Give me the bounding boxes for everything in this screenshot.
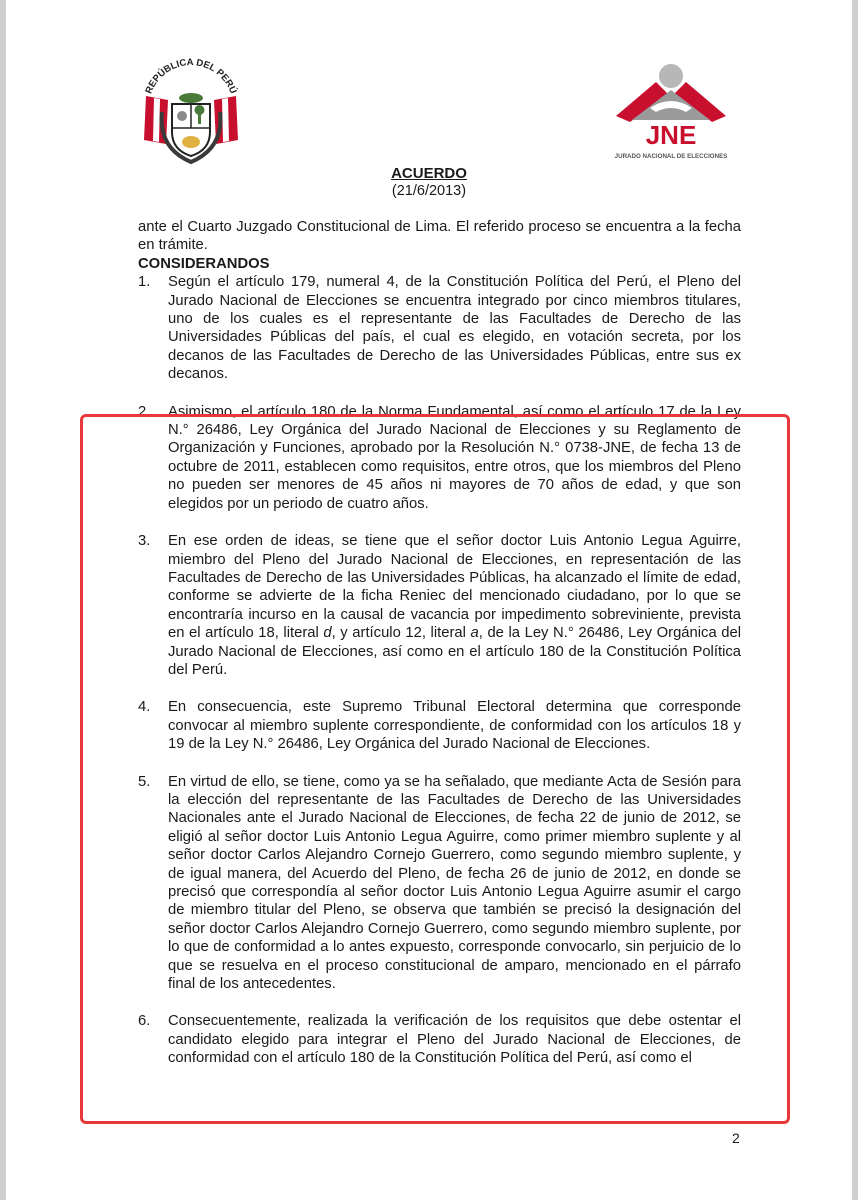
item-text-part: , de la Ley N.° 26486, Ley Orgánica del Jurado Nacional de Elecciones, así como en el artículo 180 de la Constitución Política del Perú. — [168, 625, 742, 678]
item-number: 2. — [138, 403, 151, 420]
item-number: 5. — [138, 773, 151, 790]
literal-d: d — [323, 625, 332, 642]
highlight-box — [80, 414, 790, 1124]
item-text: En virtud de ello, se tiene, como ya se ha señalado, que mediante Acta de Sesión para la elección del representante de las Facultades de Derecho de las Universidades Nacionales ante el Jurado Nacional de Elecciones, de fecha 22 de junio de 2012, se eligió al señor doctor Luis Antonio Legua Aguirre, como primer miembro suplente y al señor doctor Carlos Alejandro Cornejo Guerrero, como segundo miembro suplente, y de igual manera, del Acuerdo del Pleno, de fecha 26 de junio de 2012, en donde se precisó que correspondía al señor doctor Luis Antonio Legua Aguirre asumir el cargo de miembro titular del Pleno, se observa que también se precisó la designación del señor doctor Carlos Alejandro Cornejo Guerrero, como segundo miembro suplente, por lo que de conformidad a lo antes expuesto, corresponde convocarlo, sin perjuicio de lo que se resuelva en el proceso constitucional de amparo, mencionado en el párrafo final de los antecedentes. — [168, 773, 741, 993]
jne-logo — [606, 62, 736, 162]
document-title: ACUERDO — [391, 165, 467, 182]
considerando-1 — [138, 273, 741, 383]
item-number: 1. — [138, 274, 151, 291]
coat-of-arms-seal — [132, 52, 250, 170]
section-title: CONSIDERANDOS — [138, 255, 270, 272]
item-text: Según el artículo 179, numeral 4, de la Constitución Política del Perú, el Pleno del Jurado Nacional de Elecciones se encuentra integrado por cinco miembros titulares, uno de los cuales es el representante de las Facultades de Derecho de las Universidades Públicas del país, el cual es elegido, en votación secreta, por los decanos de las Facultades de Derecho de las Universidades Públicas, entre sus ex decanos. — [168, 274, 741, 383]
document-date: (21/6/2013) — [391, 183, 467, 199]
jne-logo-text: JNE — [645, 120, 697, 150]
item-text: Consecuentemente, realizada la verificación de los requisitos que debe ostentar el candidato elegido para integrar el Pleno del Jurado Nacional de Elecciones, de conformidad con el artículo 180 de la Constitución Política del Perú, así como el — [168, 1013, 741, 1067]
literal-a: a — [470, 625, 479, 642]
svg-text:REPÚBLICA DEL PERÚ — [143, 57, 239, 95]
continuation-paragraph: ante el Cuarto Juzgado Constitucional de Lima. El referido proceso se encuentra a la fecha en trámite. — [138, 219, 741, 254]
item-number: 4. — [138, 699, 151, 716]
item-text-part: En ese orden de ideas, se tiene que el señor doctor Luis Antonio Legua Aguirre, miembro del Pleno del Jurado Nacional de Elecciones, en representación de las Facultades de Derecho de las Universidades Públicas, ha alcanzado el límite de edad, conforme se advierte de la ficha Reniec del mencionado ciudadano, por lo que se encontraría incurso en la causal de vacancia por impedimento sobreviniente, prevista en el artículo 18, literal — [168, 533, 741, 642]
jne-logo-subtitle: JURADO NACIONAL DE ELECCIONES — [614, 153, 728, 160]
item-text-part: , y artículo 12, literal — [331, 625, 471, 642]
seal-text: REPÚBLICA DEL PERÚ — [143, 57, 239, 96]
page-number: 2 — [732, 1130, 740, 1146]
item-number: 6. — [138, 1013, 151, 1030]
item-number: 3. — [138, 533, 151, 550]
item-text: Asimismo, el artículo 180 de la Norma Fundamental, así como el artículo 17 de la Ley N.° 26486, Ley Orgánica del Jurado Nacional de Elecciones y su Reglamento de Organización y Funciones, aprobado por la Resolución N.° 0738-JNE, de fecha 13 de octubre de 2011, establecen como requisitos, entre otros, que los miembros del Pleno no pueden ser menores de 45 años ni mayores de 70 años de edad, y que son elegidos por un periodo de cuatro años. — [168, 403, 741, 512]
item-text: En consecuencia, este Supremo Tribunal Electoral determina que corresponde convocar al miembro suplente correspondiente, de conformidad con los artículos 18 y 19 de la Ley N.° 26486, Ley Orgánica del Jurado Nacional de Elecciones. — [168, 699, 741, 753]
